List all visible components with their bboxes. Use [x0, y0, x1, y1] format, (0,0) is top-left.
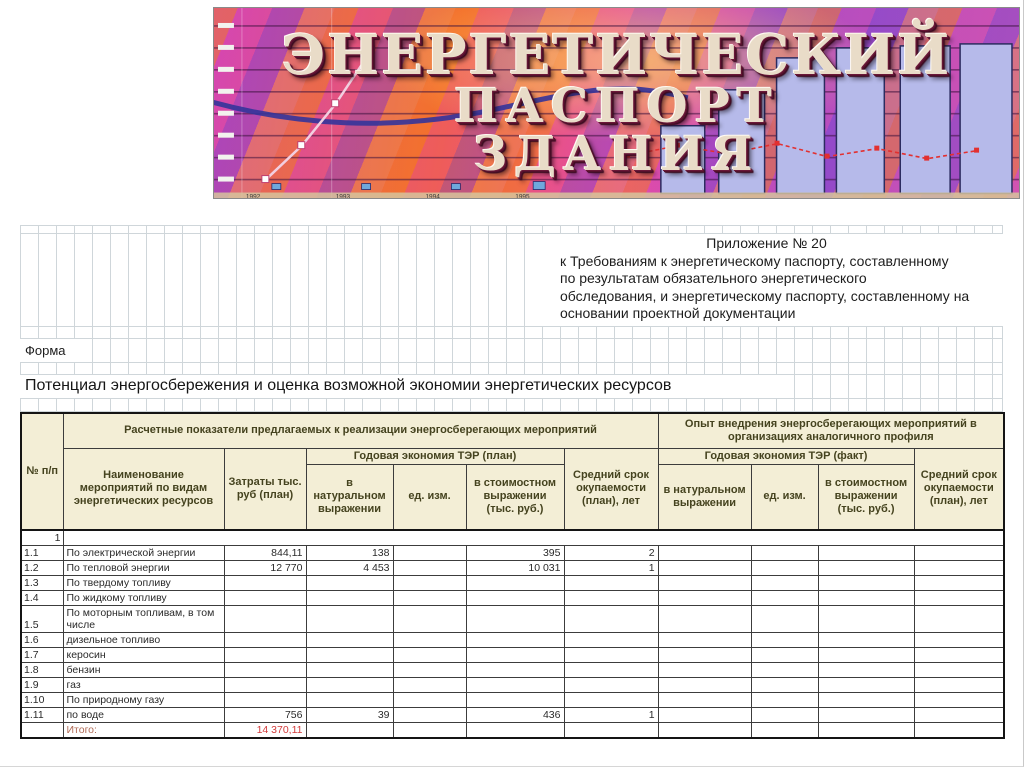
banner-title-line: ЗДАНИЯ: [473, 127, 760, 183]
unit-fact-cell: [751, 576, 818, 591]
payback-plan-cell: [564, 663, 658, 678]
table-row: [21, 708, 1004, 723]
cost-plan-cell: [224, 606, 306, 633]
banner-title-line: ЭНЕРГЕТИЧЕСКИЙ: [281, 22, 952, 88]
payback-fact-cell: [914, 576, 1004, 591]
row-number-cell: 1.4: [21, 591, 63, 606]
monetary-fact-cell: [818, 648, 914, 663]
unit-fact-cell: [751, 591, 818, 606]
natural-fact-cell: [658, 633, 751, 648]
section-empty-cell: [63, 530, 1004, 546]
monetary-plan-cell: [466, 606, 564, 633]
measure-name-cell: По электрической энергии: [63, 546, 224, 561]
monetary-plan-cell: 436: [466, 708, 564, 723]
banner-title-line: ПАСПОРТ: [454, 79, 779, 135]
empty-cell: [466, 723, 564, 739]
header-ter-plan: Годовая экономия ТЭР (план): [306, 448, 564, 464]
natural-plan-cell: [306, 606, 393, 633]
monetary-plan-cell: [466, 633, 564, 648]
unit-plan-cell: [393, 606, 466, 633]
unit-fact-cell: [751, 606, 818, 633]
page-title: Потенциал энергосбережения и оценка возможной экономии энергетических ресурсов: [20, 375, 790, 398]
natural-fact-cell: [658, 693, 751, 708]
payback-plan-cell: [564, 693, 658, 708]
measure-name-cell: керосин: [63, 648, 224, 663]
banner-year-label: 1992: [245, 193, 261, 200]
banner-year-label: 1993: [335, 193, 351, 200]
cost-plan-cell: 12 770: [224, 561, 306, 576]
unit-fact-cell: [751, 693, 818, 708]
table-row: [21, 576, 1004, 591]
section-row: [21, 530, 1004, 546]
unit-plan-cell: [393, 576, 466, 591]
payback-fact-cell: [914, 693, 1004, 708]
row-number-cell: 1.10: [21, 693, 63, 708]
row-number-cell: 1.8: [21, 663, 63, 678]
section-number-cell: 1: [21, 530, 63, 546]
unit-fact-cell: [751, 708, 818, 723]
empty-cell: [306, 723, 393, 739]
monetary-plan-cell: [466, 576, 564, 591]
empty-cell: [914, 723, 1004, 739]
header-cost: Затраты тыс. руб (план): [224, 448, 306, 530]
cost-plan-cell: [224, 633, 306, 648]
payback-fact-cell: [914, 591, 1004, 606]
payback-plan-cell: [564, 678, 658, 693]
measure-name-cell: дизельное топливо: [63, 633, 224, 648]
unit-fact-cell: [751, 663, 818, 678]
natural-fact-cell: [658, 591, 751, 606]
table-row: [21, 633, 1004, 648]
natural-plan-cell: [306, 663, 393, 678]
cost-plan-cell: [224, 576, 306, 591]
cost-plan-cell: [224, 663, 306, 678]
measure-name-cell: бензин: [63, 663, 224, 678]
header-payback-fact: Средний срок окупаемости (план), лет: [914, 448, 1004, 530]
header-unit-plan: ед. изм.: [393, 464, 466, 530]
empty-cell: [818, 723, 914, 739]
payback-plan-cell: [564, 576, 658, 591]
monetary-plan-cell: [466, 678, 564, 693]
natural-fact-cell: [658, 576, 751, 591]
unit-plan-cell: [393, 591, 466, 606]
monetary-fact-cell: [818, 546, 914, 561]
unit-fact-cell: [751, 546, 818, 561]
natural-plan-cell: [306, 648, 393, 663]
table-row: [21, 693, 1004, 708]
payback-fact-cell: [914, 633, 1004, 648]
payback-plan-cell: 1: [564, 708, 658, 723]
natural-plan-cell: [306, 678, 393, 693]
empty-cell: [393, 723, 466, 739]
table-body: [21, 530, 1004, 723]
header-natural-plan: в натуральном выражении: [306, 464, 393, 530]
payback-plan-cell: 1: [564, 561, 658, 576]
appendix-line: по результатам обязательного энергетического: [560, 270, 867, 286]
table-header: [21, 413, 1004, 530]
measure-name-cell: По твердому топливу: [63, 576, 224, 591]
monetary-plan-cell: 395: [466, 546, 564, 561]
natural-plan-cell: [306, 693, 393, 708]
monetary-plan-cell: [466, 663, 564, 678]
unit-fact-cell: [751, 648, 818, 663]
payback-plan-cell: [564, 648, 658, 663]
payback-fact-cell: [914, 663, 1004, 678]
natural-plan-cell: 4 453: [306, 561, 393, 576]
cost-plan-cell: [224, 678, 306, 693]
unit-plan-cell: [393, 546, 466, 561]
measure-name-cell: По тепловой энергии: [63, 561, 224, 576]
appendix-line: обследования, и энергетическому паспорту, составленному на: [560, 287, 970, 304]
payback-plan-cell: [564, 606, 658, 633]
empty-cell: [658, 723, 751, 739]
appendix-note: [540, 234, 1003, 326]
table-row: [21, 546, 1004, 561]
monetary-fact-cell: [818, 708, 914, 723]
appendix-line: основании проектной документации: [560, 305, 796, 321]
header-monetary-fact: в стоимостном выражении (тыс. руб.): [818, 464, 914, 530]
energy-savings-table: [20, 412, 1005, 739]
natural-plan-cell: [306, 591, 393, 606]
monetary-fact-cell: [818, 693, 914, 708]
row-number-cell: 1.5: [21, 606, 63, 633]
table-row: [21, 606, 1004, 633]
header-unit-fact: ед. изм.: [751, 464, 818, 530]
banner-year-label: 1995: [515, 193, 530, 200]
natural-plan-cell: [306, 576, 393, 591]
table-row: [21, 561, 1004, 576]
monetary-plan-cell: [466, 693, 564, 708]
natural-fact-cell: [658, 648, 751, 663]
payback-fact-cell: [914, 708, 1004, 723]
natural-fact-cell: [658, 663, 751, 678]
table-row: [21, 663, 1004, 678]
appendix-heading: Приложение № 20: [706, 235, 827, 251]
unit-plan-cell: [393, 678, 466, 693]
header-natural-fact: в натуральном выражении: [658, 464, 751, 530]
natural-fact-cell: [658, 561, 751, 576]
monetary-plan-cell: 10 031: [466, 561, 564, 576]
total-value-cell: 14 370,11: [224, 723, 306, 739]
monetary-fact-cell: [818, 678, 914, 693]
row-number-cell: 1.6: [21, 633, 63, 648]
payback-fact-cell: [914, 678, 1004, 693]
natural-plan-cell: 39: [306, 708, 393, 723]
row-number-cell: 1.11: [21, 708, 63, 723]
unit-plan-cell: [393, 648, 466, 663]
cost-plan-cell: 756: [224, 708, 306, 723]
payback-plan-cell: [564, 633, 658, 648]
natural-fact-cell: [658, 606, 751, 633]
row-number-cell: [21, 723, 63, 739]
header-ter-fact: Годовая экономия ТЭР (факт): [658, 448, 914, 464]
table-row: [21, 648, 1004, 663]
header-group-right: Опыт внедрения энергосберегающих мероприятий в организациях аналогичного профиля: [658, 413, 1004, 448]
total-label-cell: Итого:: [63, 723, 224, 739]
natural-fact-cell: [658, 678, 751, 693]
appendix-line: к Требованиям к энергетическому паспорту, составленному: [560, 252, 949, 269]
form-label: Форма: [20, 339, 90, 362]
table-row: [21, 591, 1004, 606]
natural-plan-cell: [306, 633, 393, 648]
monetary-fact-cell: [818, 591, 914, 606]
payback-plan-cell: [564, 591, 658, 606]
natural-plan-cell: 138: [306, 546, 393, 561]
monetary-plan-cell: [466, 591, 564, 606]
cost-plan-cell: [224, 693, 306, 708]
measure-name-cell: по воде: [63, 708, 224, 723]
payback-plan-cell: 2: [564, 546, 658, 561]
payback-fact-cell: [914, 606, 1004, 633]
row-number-cell: 1.9: [21, 678, 63, 693]
monetary-fact-cell: [818, 663, 914, 678]
measure-name-cell: газ: [63, 678, 224, 693]
header-payback-plan: Средний срок окупаемости (план), лет: [564, 448, 658, 530]
worksheet-grid: [20, 225, 1003, 412]
banner-title: [214, 8, 1019, 198]
unit-plan-cell: [393, 633, 466, 648]
header-num: № п/п: [21, 413, 63, 530]
empty-cell: [564, 723, 658, 739]
monetary-fact-cell: [818, 576, 914, 591]
payback-fact-cell: [914, 561, 1004, 576]
natural-fact-cell: [658, 708, 751, 723]
table-footer: [21, 723, 1004, 739]
header-name: Наименование мероприятий по видам энергетических ресурсов: [63, 448, 224, 530]
banner-year-label: 1994: [425, 193, 440, 200]
row-number-cell: 1.3: [21, 576, 63, 591]
header-group-left: Расчетные показатели предлагаемых к реализации энергосберегающих мероприятий: [63, 413, 658, 448]
monetary-plan-cell: [466, 648, 564, 663]
payback-fact-cell: [914, 648, 1004, 663]
monetary-fact-cell: [818, 633, 914, 648]
row-number-cell: 1.2: [21, 561, 63, 576]
measure-name-cell: По природному газу: [63, 693, 224, 708]
header-monetary-plan: в стоимостном выражении (тыс. руб.): [466, 464, 564, 530]
payback-fact-cell: [914, 546, 1004, 561]
unit-fact-cell: [751, 561, 818, 576]
row-number-cell: 1.7: [21, 648, 63, 663]
table-row: [21, 678, 1004, 693]
banner-image: [213, 7, 1020, 199]
unit-plan-cell: [393, 561, 466, 576]
unit-plan-cell: [393, 663, 466, 678]
row-number-cell: 1.1: [21, 546, 63, 561]
unit-plan-cell: [393, 693, 466, 708]
unit-fact-cell: [751, 633, 818, 648]
cost-plan-cell: 844,11: [224, 546, 306, 561]
natural-fact-cell: [658, 546, 751, 561]
empty-cell: [751, 723, 818, 739]
measure-name-cell: По жидкому топливу: [63, 591, 224, 606]
measure-name-cell: По моторным топливам, в том числе: [63, 606, 224, 633]
unit-fact-cell: [751, 678, 818, 693]
total-row: [21, 723, 1004, 739]
monetary-fact-cell: [818, 561, 914, 576]
unit-plan-cell: [393, 708, 466, 723]
monetary-fact-cell: [818, 606, 914, 633]
cost-plan-cell: [224, 591, 306, 606]
cost-plan-cell: [224, 648, 306, 663]
